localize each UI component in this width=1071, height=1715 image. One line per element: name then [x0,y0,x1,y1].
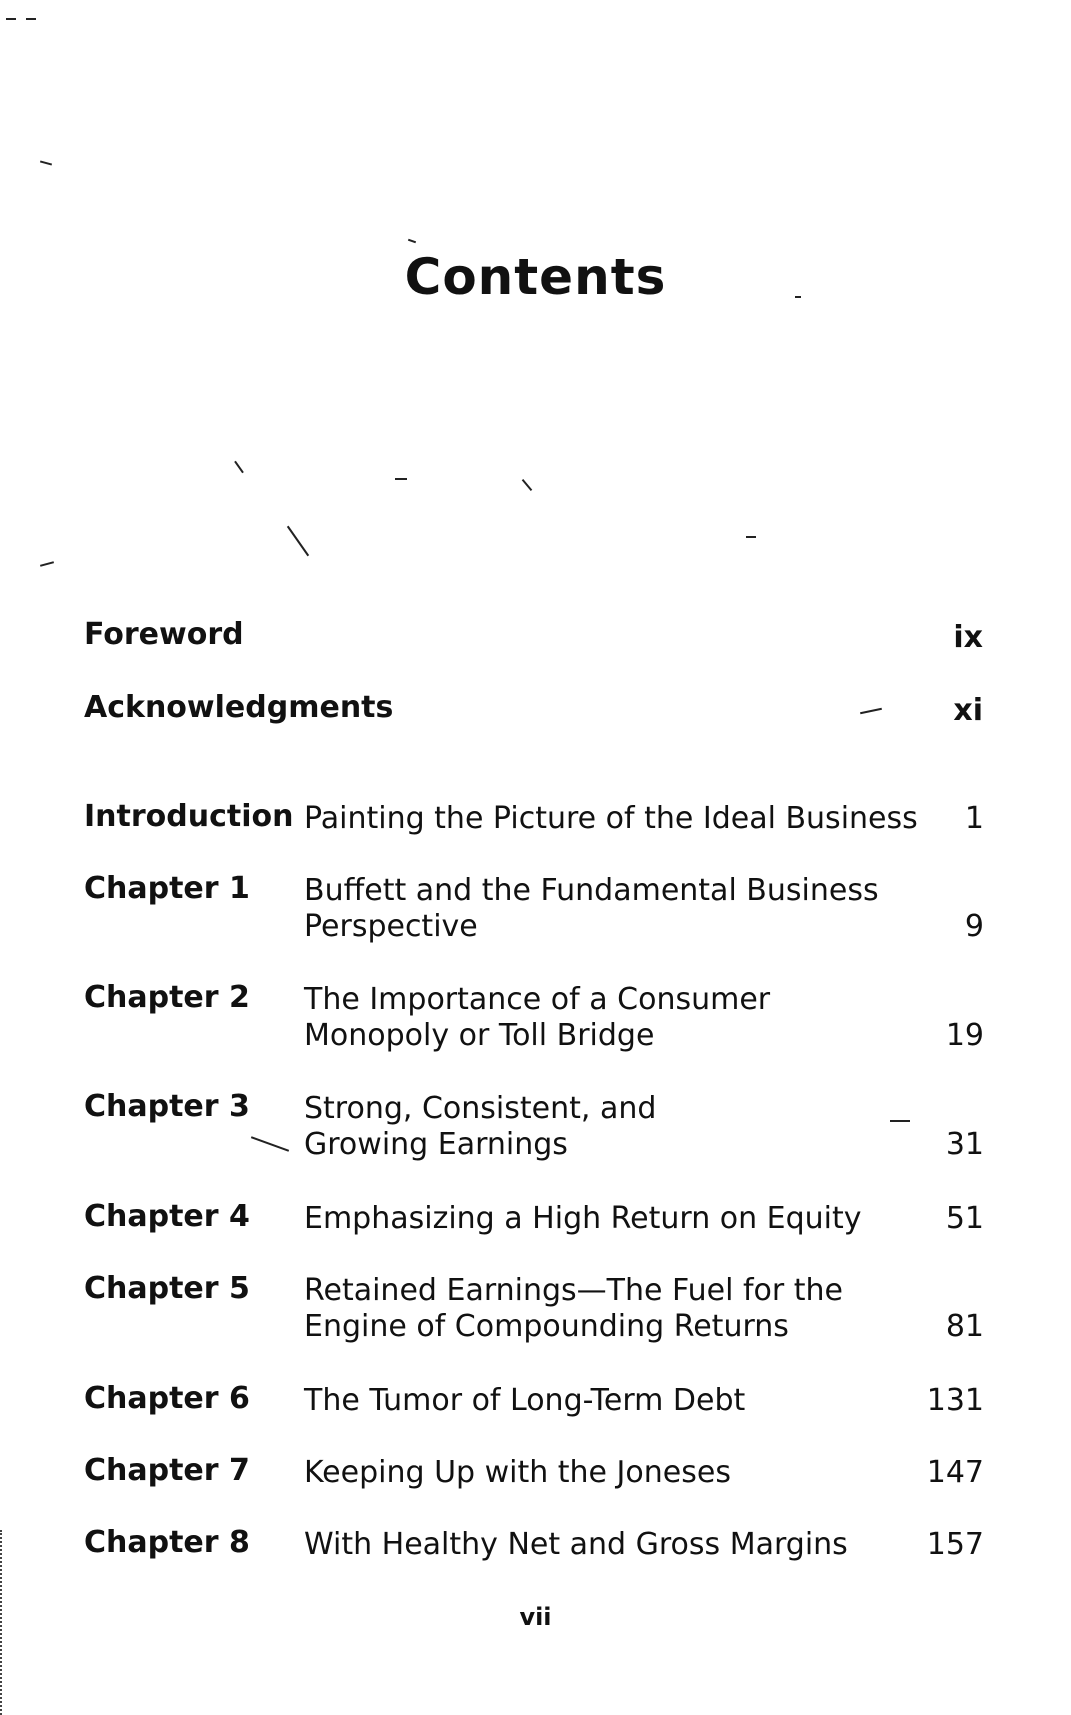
toc-title-line: Keeping Up with the Joneses [304,1455,731,1490]
toc-entry-introduction[interactable] [84,799,984,839]
scan-speck [6,18,16,20]
toc-title [304,1383,904,1419]
scan-speck [40,160,52,165]
toc-label: Chapter 3 [84,1089,250,1124]
toc-title-line: Growing Earnings [304,1127,568,1162]
toc-label: Chapter 1 [84,871,250,906]
scan-speck [287,526,309,557]
toc-entry-chapter-5[interactable] [84,1271,984,1351]
toc-title-line: Painting the Picture of the Ideal Business [304,801,918,836]
scan-speck [40,561,54,567]
scan-speck [408,239,416,244]
toc-label: Chapter 2 [84,980,250,1015]
toc-title-line: Monopoly or Toll Bridge [304,1018,655,1053]
scan-speck [860,708,882,715]
toc-page-foreword: ix [953,620,983,655]
toc-entry-chapter-8[interactable] [84,1525,984,1565]
scan-speck [26,18,36,20]
toc-label: Chapter 8 [84,1525,250,1560]
toc-page-acknowledgments: xi [953,693,983,728]
toc-entry-chapter-7[interactable] [84,1453,984,1493]
toc-entry-chapter-2[interactable] [84,980,984,1060]
toc-page-number: 51 [945,1201,984,1236]
toc-title [304,982,904,1054]
toc-entry-acknowledgments[interactable]: Acknowledgments [84,690,394,725]
toc-label: Introduction [84,799,294,834]
toc-title [304,873,904,945]
toc-title-line: Buffett and the Fundamental Business [304,873,879,908]
toc-label: Chapter 5 [84,1271,250,1306]
toc-title [304,1527,904,1563]
toc-title-line: With Healthy Net and Gross Margins [304,1527,848,1562]
toc-title-line: Engine of Compounding Returns [304,1309,789,1344]
page-title: Contents [404,248,667,306]
toc-title-line: The Tumor of Long-Term Debt [304,1383,746,1418]
scan-speck [395,478,407,480]
toc-title-line: Emphasizing a High Return on Equity [304,1201,862,1236]
toc-entry-chapter-3[interactable] [84,1089,984,1169]
toc-entry-chapter-1[interactable] [84,871,984,951]
toc-title-line: Perspective [304,909,478,944]
toc-page-number: 31 [945,1127,984,1162]
toc-title [304,1455,904,1491]
toc-page-number: 9 [964,909,984,944]
toc-title [304,1201,904,1237]
toc-page-number: 1 [964,801,984,836]
toc-page-number: 157 [926,1527,984,1562]
scan-speck [746,536,756,538]
toc-title-line: The Importance of a Consumer [304,982,771,1017]
toc-page-number: 81 [945,1309,984,1344]
toc-title-line: Strong, Consistent, and [304,1091,657,1126]
toc-title [304,801,918,837]
toc-entry-foreword[interactable]: Foreword [84,617,244,652]
page-folio: vii [519,1603,552,1631]
toc-page-number: 131 [926,1383,984,1418]
toc-label: Chapter 6 [84,1381,250,1416]
scan-speck [522,479,533,491]
toc-entry-chapter-4[interactable] [84,1199,984,1239]
scan-speck [234,461,244,474]
toc-entry-chapter-6[interactable] [84,1381,984,1421]
toc-title [304,1091,904,1163]
toc-label: Chapter 7 [84,1453,250,1488]
toc-page-number: 147 [926,1455,984,1490]
toc-page-number: 19 [945,1018,984,1053]
toc-title [304,1273,904,1345]
toc-label: Chapter 4 [84,1199,250,1234]
toc-title-line: Retained Earnings—The Fuel for the [304,1273,843,1308]
